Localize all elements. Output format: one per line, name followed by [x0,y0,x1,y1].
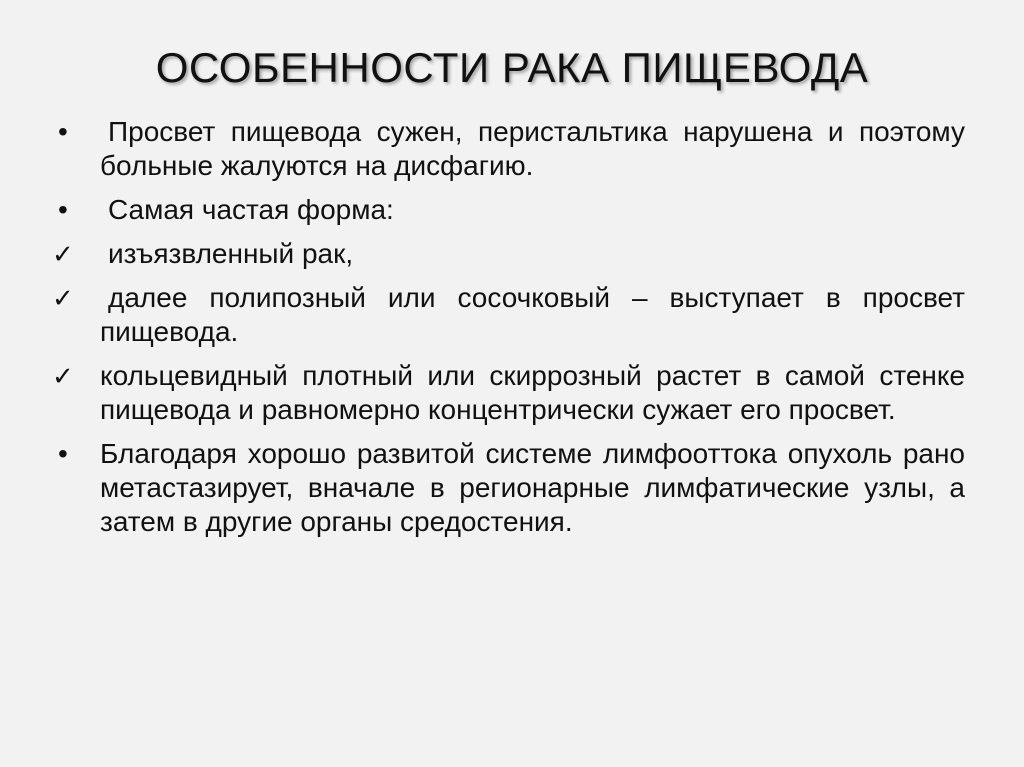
slide-title: ОСОБЕННОСТИ РАКА ПИЩЕВОДА [155,44,869,91]
list-item [50,115,965,183]
list-item [50,437,965,539]
list-item-text: Благодаря хорошо развитой системе лимфооттока опухоль рано метастазирует, вначале в регионарные лимфатические узлы, а затем в другие органы средостения. [100,438,965,537]
list-item-text: кольцевидный плотный или скиррозный растет в самой стенке пищевода и равномерно концентрически сужает его просвет. [100,360,965,425]
checkmark-icon: ✓ [52,239,74,269]
list-item-text: далее полипозный или сосочковый – выступает в просвет пищевода. [100,282,965,347]
list-item [50,193,965,227]
checkmark-icon: ✓ [52,283,74,313]
list-item [50,281,965,349]
checkmark-icon: ✓ [52,361,74,391]
list-item [50,237,965,271]
bullet-icon: • [58,194,68,225]
list-item [50,359,965,427]
list-item-text: изъязвленный рак, [108,238,354,269]
bullet-icon: • [58,438,68,469]
bullet-list [50,115,965,549]
bullet-icon: • [58,116,68,147]
list-item-text: Просвет пищевода сужен, перистальтика нарушена и поэтому больные жалуются на дисфагию. [100,116,965,181]
list-item-text: Самая частая форма: [108,194,394,225]
